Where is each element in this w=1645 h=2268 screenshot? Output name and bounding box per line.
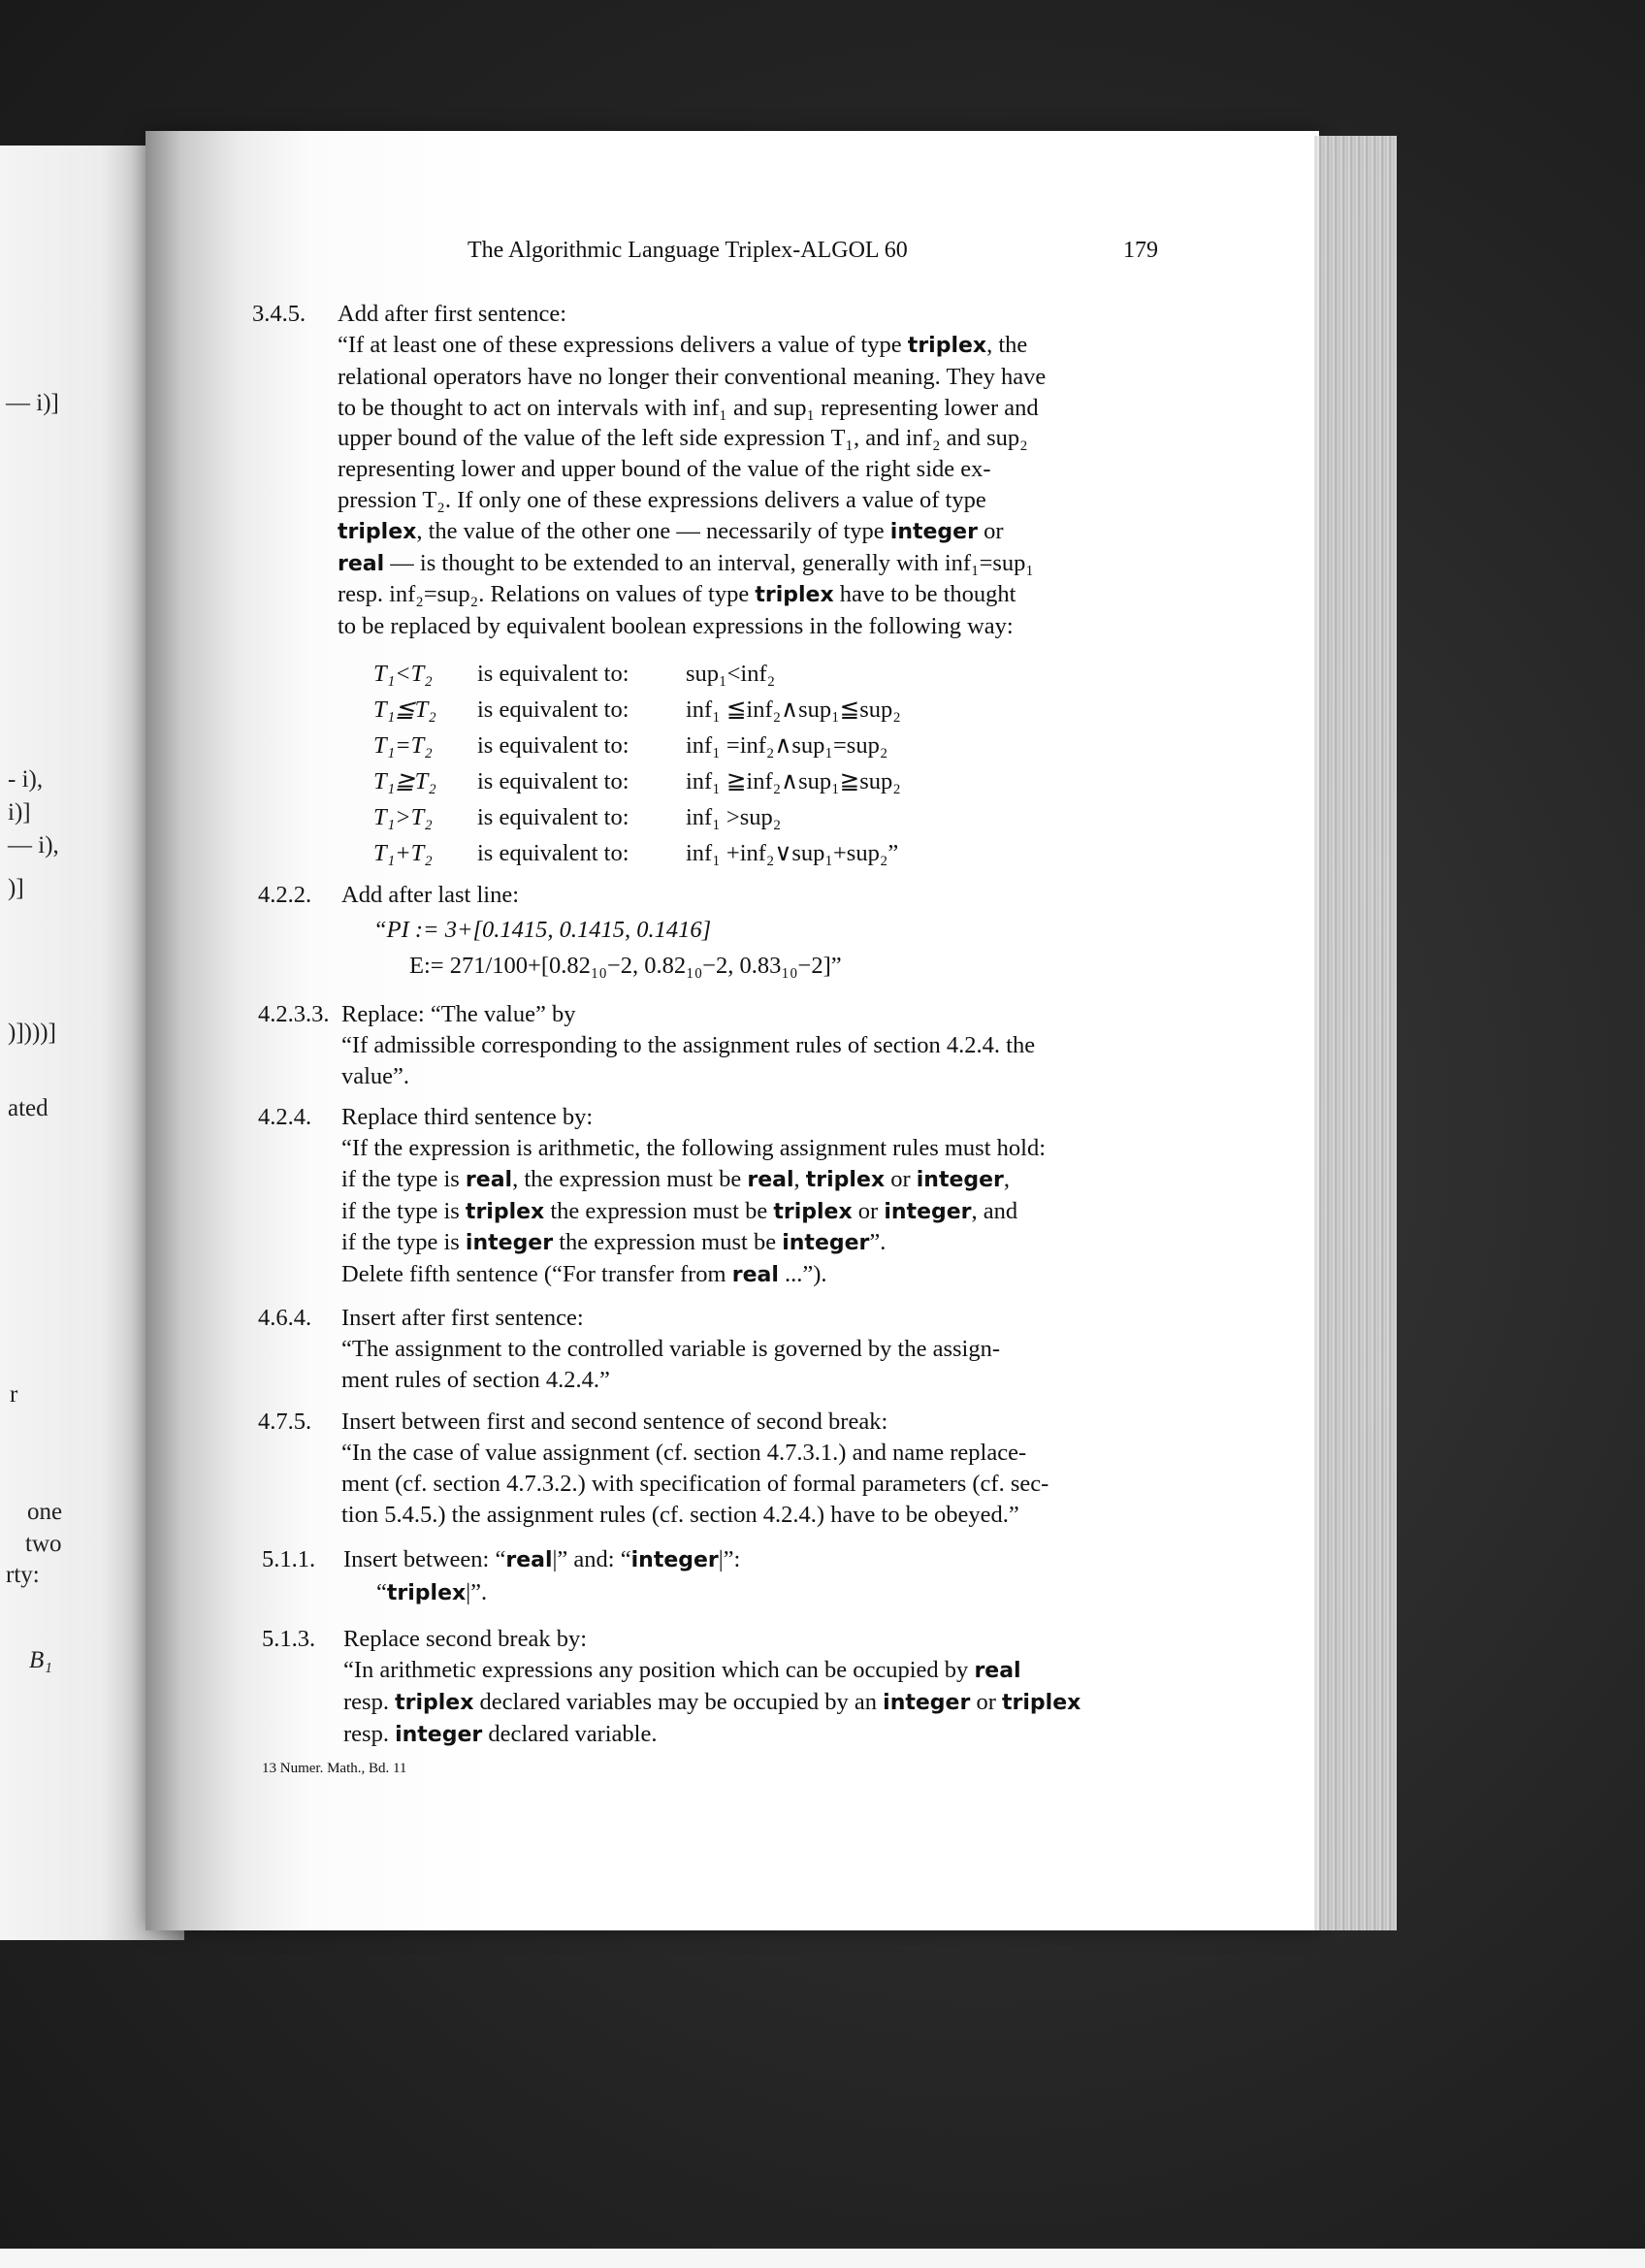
text-line: upper bound of the value of the left side expression T₁, and inf₂ and sup₂ — [338, 425, 1028, 452]
footnote: 13 Numer. Math., Bd. 11 — [262, 1761, 407, 1776]
keyword: integer — [395, 1722, 483, 1747]
text-span: , — [1003, 1165, 1011, 1192]
text-line: “The assignment to the controlled variable is governed by the assign- — [341, 1336, 1001, 1362]
keyword: integer — [630, 1548, 719, 1572]
relation-rhs: inf₁ ≧inf₂∧sup₁≧sup₂ — [686, 768, 901, 794]
text-line: tion 5.4.5.) the assignment rules (cf. section 4.2.4.) have to be obeyed.” — [341, 1501, 1019, 1528]
keyword: integer — [889, 519, 978, 544]
keyword: integer — [782, 1231, 870, 1256]
keyword: integer — [883, 1690, 971, 1715]
relation-row — [373, 799, 901, 835]
relation-lhs: T₁>T₂ — [373, 804, 433, 830]
section-number: 4.6.4. — [258, 1305, 312, 1331]
text-line: relational operators have no longer their conventional meaning. They have — [338, 363, 1047, 390]
relation-rhs: inf₁ >sup₂ — [686, 804, 782, 830]
margin-fragment: i)] — [8, 799, 31, 826]
formula-e: E:= 271/100+[0.82₁₀−2, 0.82₁₀−2, 0.83₁₀−2]” — [409, 953, 842, 979]
text-span: |” and: “ — [552, 1546, 631, 1572]
section-heading — [343, 1544, 740, 1576]
formula-pi: “PI := 3+[0.1415, 0.1415, 0.1416] — [373, 917, 712, 943]
section-heading: Add after first sentence: — [338, 301, 567, 327]
text-line: to be replaced by equivalent boolean expressions in the following way: — [338, 613, 1014, 640]
keyword: real — [465, 1167, 513, 1192]
relation-lhs: T₁≧T₂ — [373, 768, 436, 794]
text-span: have to be thought — [839, 581, 1016, 608]
margin-fragment: — i)] — [6, 390, 59, 416]
relation-rhs: inf₁ ≦inf₂∧sup₁≦sup₂ — [686, 697, 901, 723]
text-span: resp. inf₂=sup₂. Relations on values of type — [338, 581, 750, 608]
text-span: Insert between: “ — [343, 1546, 506, 1572]
section-number: 4.7.5. — [258, 1409, 312, 1435]
text-span: the expression must be — [553, 1229, 783, 1256]
section-body — [341, 1030, 1173, 1092]
text-span: or — [970, 1688, 1002, 1715]
inserted-text — [376, 1577, 487, 1609]
text-span: “ — [376, 1579, 387, 1605]
relation-eq: is equivalent to: — [477, 768, 629, 794]
keyword: triplex — [465, 1199, 545, 1224]
keyword: real — [747, 1167, 794, 1192]
text-line: pression T₂. If only one of these expressions delivers a value of type — [338, 486, 986, 513]
text-span: if the type is — [341, 1197, 466, 1224]
text-line: ment (cf. section 4.7.3.2.) with specification of formal parameters (cf. sec- — [341, 1470, 1049, 1497]
keyword: integer — [884, 1199, 972, 1224]
running-head: The Algorithmic Language Triplex-ALGOL 60 — [468, 238, 908, 263]
relation-row — [373, 656, 901, 692]
keyword: integer — [465, 1231, 554, 1256]
keyword: triplex — [805, 1167, 886, 1192]
relation-lhs: T₁≦T₂ — [373, 697, 436, 723]
keyword: integer — [916, 1167, 1004, 1192]
text-span: declared variables may be occupied by an — [473, 1688, 884, 1715]
section-heading: Replace second break by: — [343, 1626, 588, 1652]
relation-eq: is equivalent to: — [477, 804, 629, 830]
text-span: ”. — [869, 1229, 887, 1256]
text-span: Delete fifth sentence (“For transfer from — [341, 1261, 732, 1288]
margin-fragment: - i), — [8, 766, 44, 793]
keyword: triplex — [907, 334, 987, 358]
text-line: representing lower and upper bound of the value of the right side ex- — [338, 456, 991, 483]
text-span: the value of the other one — necessarily of type — [428, 517, 885, 544]
text-line: “If the expression is arithmetic, the following assignment rules must hold: — [341, 1135, 1047, 1161]
text-span: resp. — [343, 1688, 396, 1715]
margin-fragment: )] — [8, 875, 24, 901]
keyword: triplex — [1002, 1690, 1081, 1715]
relation-lhs: T₁=T₂ — [373, 732, 433, 759]
text-line: “If admissible corresponding to the assignment rules of section 4.2.4. the — [341, 1032, 1036, 1058]
text-span: if the type is — [341, 1229, 466, 1256]
section-body — [341, 1133, 1173, 1291]
text-span: ...”). — [778, 1261, 827, 1288]
relation-rhs: inf₁ +inf₂∨sup₁+sup₂” — [686, 840, 899, 866]
text-span: “If at least one of these expressions delivers a value of type — [338, 332, 908, 358]
margin-fragment: one — [27, 1499, 63, 1525]
section-number: 4.2.3.3. — [258, 1001, 330, 1027]
relation-eq: is equivalent to: — [477, 661, 629, 687]
section-number: 4.2.4. — [258, 1104, 312, 1130]
text-span: or — [852, 1197, 885, 1224]
text-line: to be thought to act on intervals with inf₁ and sup₁ representing lower and — [338, 394, 1039, 421]
keyword: triplex — [755, 583, 834, 608]
text-span: , and — [971, 1197, 1018, 1224]
margin-fragment: — i), — [8, 832, 59, 859]
keyword: triplex — [386, 1581, 467, 1605]
margin-fragment: rty: — [6, 1562, 40, 1588]
relation-lhs: T₁<T₂ — [373, 661, 433, 687]
margin-fragment: r — [10, 1381, 18, 1408]
section-heading: Replace third sentence by: — [341, 1104, 594, 1130]
text-span: declared variable. — [482, 1720, 658, 1747]
relation-eq: is equivalent to: — [477, 840, 629, 866]
section-number: 3.4.5. — [252, 301, 306, 327]
text-line: value”. — [341, 1062, 410, 1089]
keyword: triplex — [773, 1199, 853, 1224]
text-span: , — [793, 1165, 806, 1192]
margin-fragment: B₁ — [29, 1647, 52, 1673]
keyword: triplex — [338, 519, 417, 544]
section-number: 4.2.2. — [258, 882, 312, 908]
relation-table — [373, 656, 901, 871]
relation-row — [373, 728, 901, 763]
margin-fragment: )])))] — [8, 1020, 56, 1046]
section-body — [343, 1655, 1177, 1750]
section-body — [341, 1438, 1173, 1530]
keyword: real — [338, 551, 385, 576]
relation-lhs: T₁+T₂ — [373, 840, 433, 866]
text-span: , the — [986, 332, 1028, 358]
text-line: ment rules of section 4.2.4.” — [341, 1366, 610, 1393]
text-span: |”. — [466, 1579, 488, 1605]
margin-fragment: ated — [8, 1095, 48, 1121]
text-span: if the type is — [341, 1165, 466, 1192]
section-number: 5.1.3. — [262, 1626, 316, 1652]
page-number: 179 — [1123, 238, 1158, 263]
margin-fragment: two — [25, 1531, 62, 1557]
section-body — [341, 1334, 1173, 1396]
text-span: , the expression must be — [512, 1165, 748, 1192]
relation-rhs: inf₁ =inf₂∧sup₁=sup₂ — [686, 732, 888, 759]
text-span: resp. — [343, 1720, 396, 1747]
section-body: “If at least one of these expressions delivers a value of type triplex, the relational operators have no longer their conventional meaning. They have to be thought to act on intervals with inf₁ and sup₁ representing lower and upper bound of the value of the left side expression T₁, and inf₂ and sup₂ representing lower and upper bound of the value of the right side ex- pression T₂. If only one of these expressions delivers a value of type triplex, the value of the other one — necessarily of type integer or real — is thought to be extended to an interval, generally with inf₁=sup₁ resp. inf₂=sup₂. Relations on values of type triplex have to be thought to be replaced by equivalent boolean expressions in the following way: — [338, 330, 1169, 642]
text-span: the expression must be — [544, 1197, 774, 1224]
section-heading: Add after last line: — [341, 882, 520, 908]
text-span: or — [984, 517, 1004, 544]
scan-bottom-strip — [0, 2249, 1645, 2268]
relation-row — [373, 835, 901, 871]
text-line: “In the case of value assignment (cf. section 4.7.3.1.) and name replace- — [341, 1440, 1027, 1466]
relation-eq: is equivalent to: — [477, 732, 629, 759]
keyword: triplex — [395, 1690, 474, 1715]
text-span: — is thought to be extended to an interval, generally with inf₁=sup₁ — [390, 549, 1034, 576]
keyword: real — [974, 1659, 1021, 1683]
keyword: real — [731, 1263, 779, 1288]
relation-row — [373, 763, 901, 799]
text-span: or — [885, 1165, 917, 1192]
relation-rhs: sup₁<inf₂ — [686, 661, 776, 687]
keyword: real — [505, 1548, 553, 1572]
text-span: |”: — [718, 1546, 741, 1572]
page-fore-edge — [1314, 136, 1397, 1930]
section-heading: Replace: “The value” by — [341, 1001, 576, 1027]
section-heading: Insert after first sentence: — [341, 1305, 584, 1331]
relation-eq: is equivalent to: — [477, 697, 629, 723]
section-heading: Insert between first and second sentence of second break: — [341, 1409, 888, 1435]
text-span: “In arithmetic expressions any position which can be occupied by — [343, 1657, 975, 1683]
relation-row — [373, 692, 901, 728]
section-number: 5.1.1. — [262, 1546, 316, 1572]
